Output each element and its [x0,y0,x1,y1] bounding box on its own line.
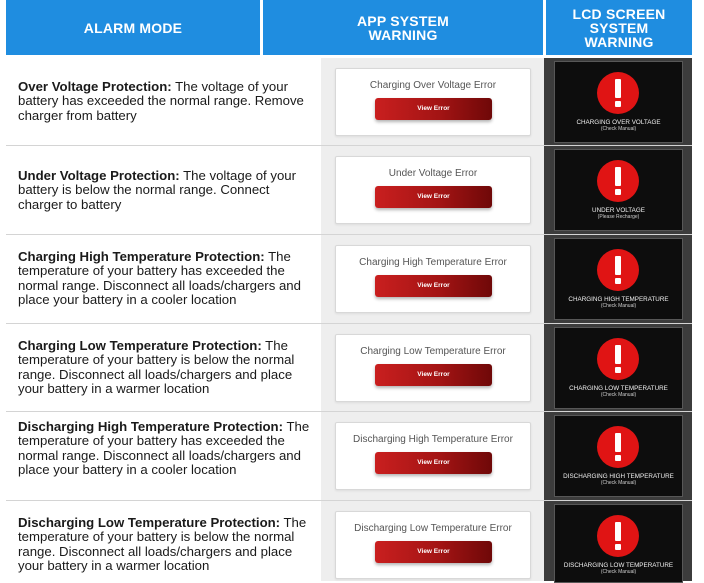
lcd-screen [554,238,683,320]
header-app-line2: WARNING [368,26,438,43]
alarm-mode-text [18,250,314,307]
exclamation-circle-icon [597,426,639,468]
lcd-screen [554,327,683,409]
app-error-message: Charging Low Temperature Error [360,346,506,357]
table-row [6,58,321,145]
alarm-mode-desc: The temperature of your battery is below the normal range. Disconnect all loads/chargers and place your battery in a warmer location [18,338,295,396]
lcd-warning-subtitle: (Check Manual) [600,126,637,132]
app-warning-cell [321,501,544,581]
lcd-warning-title: CHARGING OVER VOLTAGE [576,119,661,126]
lcd-warning-cell [544,501,692,581]
lcd-warning-cell [544,324,692,411]
exclamation-circle-icon [597,338,639,380]
lcd-warning-subtitle: (Check Manual) [600,569,637,575]
header-alarm-mode [6,0,260,55]
header-lcd-warning [546,0,692,55]
lcd-warning-title: CHARGING HIGH TEMPERATURE [568,296,669,303]
alarm-mode-desc: The voltage of your battery is below the normal range. Connect charger to battery [18,168,297,212]
view-error-button[interactable]: View Error [375,186,492,208]
app-error-card [335,68,531,136]
alarm-mode-text [18,420,314,477]
lcd-warning-subtitle: (Check Manual) [600,392,637,398]
app-error-card [335,156,531,224]
app-error-card [335,245,531,313]
exclamation-circle-icon [597,160,639,202]
lcd-screen [554,504,683,583]
lcd-warning-subtitle: (Check Manual) [600,303,637,309]
header-lcd-line1: LCD SCREEN [572,5,666,22]
alarm-mode-title: Discharging High Temperature Protection: [18,419,284,434]
app-error-message: Under Voltage Error [388,168,478,179]
table-row [6,412,321,500]
app-error-card [335,422,531,490]
alarm-mode-desc: The temperature of your battery has exceeded the normal range. Disconnect all loads/chargers and place your battery in a cooler location [18,249,301,307]
app-error-message: Charging Over Voltage Error [369,80,497,91]
exclamation-circle-icon [597,249,639,291]
lcd-warning-subtitle: (Check Manual) [600,480,637,486]
lcd-warning-cell [544,235,692,323]
view-error-button[interactable]: View Error [375,98,492,120]
lcd-warning-subtitle: (Please Recharge) [597,214,640,220]
app-warning-cell [321,146,544,234]
header-lcd-line3: WARNING [584,33,654,50]
lcd-warning-cell [544,146,692,234]
lcd-warning-title: UNDER VOLTAGE [592,207,645,214]
app-warning-cell [321,324,544,411]
exclamation-circle-icon [597,72,639,114]
alarm-mode-text [18,80,314,123]
alarm-mode-text [18,516,314,573]
app-error-message: Discharging High Temperature Error [353,434,513,445]
alarm-mode-desc: The temperature of your battery has exceeded the normal range. Disconnect all loads/chargers and place your battery in a cooler location [18,419,310,477]
header-app-warning [263,0,543,55]
app-error-card [335,334,531,402]
table-row [6,501,321,581]
app-warning-cell [321,412,544,500]
view-error-button[interactable]: View Error [375,364,492,386]
alarm-mode-text [18,169,314,212]
lcd-screen [554,61,683,143]
lcd-warning-title: DISCHARGING HIGH TEMPERATURE [563,473,674,480]
table-row [6,146,321,234]
app-warning-cell [321,58,544,145]
app-error-card [335,511,531,579]
header-app-line1: APP SYSTEM [357,12,449,29]
app-warning-cell [321,235,544,323]
table-row [6,324,321,411]
table-row [6,235,321,323]
lcd-screen [554,149,683,231]
header-alarm-mode-label: ALARM MODE [83,19,183,36]
view-error-button[interactable]: View Error [375,452,492,474]
lcd-screen [554,415,683,497]
alarm-mode-title: Under Voltage Protection: [18,168,180,183]
alarm-mode-title: Charging Low Temperature Protection: [18,338,262,353]
alarm-mode-title: Over Voltage Protection: [18,79,172,94]
alarm-mode-text [18,339,314,396]
alarm-mode-desc: The voltage of your battery has exceeded the normal range. Remove charger from battery [18,79,304,123]
lcd-warning-title: CHARGING LOW TEMPERATURE [569,385,668,392]
view-error-button[interactable]: View Error [375,275,492,297]
alarm-mode-title: Discharging Low Temperature Protection: [18,515,281,530]
exclamation-circle-icon [597,515,639,557]
lcd-warning-cell [544,412,692,500]
lcd-warning-cell [544,58,692,145]
alarm-mode-title: Charging High Temperature Protection: [18,249,265,264]
app-error-message: Discharging Low Temperature Error [354,523,512,534]
view-error-button[interactable]: View Error [375,541,492,563]
header-lcd-line2: SYSTEM [589,19,649,36]
lcd-warning-title: DISCHARGING LOW TEMPERATURE [563,562,674,569]
app-error-message: Charging High Temperature Error [359,257,507,268]
alarm-mode-desc: The temperature of your battery is below the normal range. Disconnect all loads/chargers and place your battery in a warmer location [18,515,307,573]
